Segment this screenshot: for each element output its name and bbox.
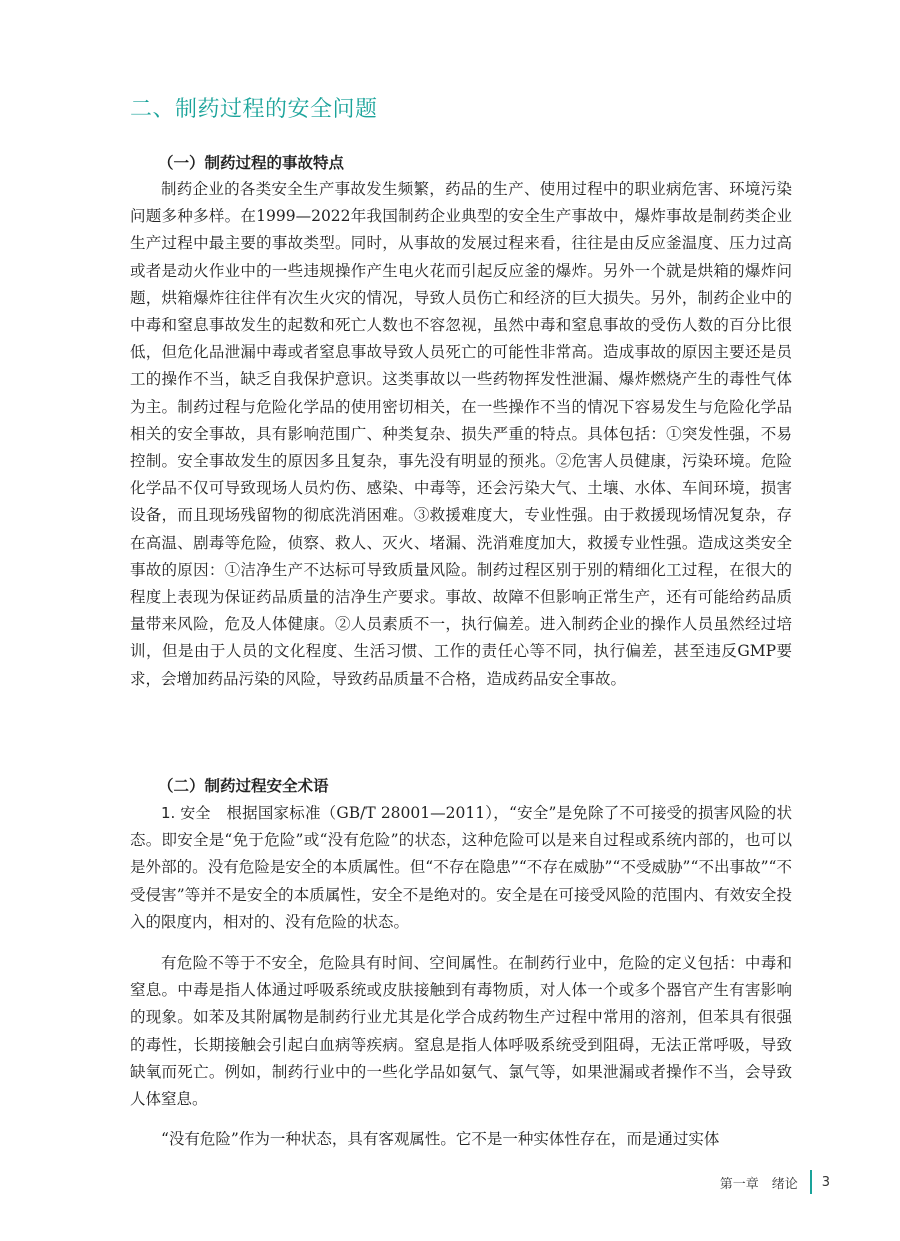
- subsection-heading-safety-terms: （二）制药过程安全术语: [158, 777, 329, 795]
- chapter-label: 第一章 绪论: [719, 1176, 798, 1192]
- paragraph-danger-definition: 有危险不等于不安全，危险具有时间、空间属性。在制药行业中，危险的定义包括：中毒和窒息。中毒是指人体通过呼吸系统或皮肤接触到有毒物质，对人体一个或多个器官产生有害影响的现象。如苯及其附属物是制药行业尤其是化学合成药物生产过程中常用的溶剂，但苯具有很强的毒性，长期接触会引起白血病等疾病。窒息是指人体呼吸系统受到阻碍，无法正常呼吸，导致缺氧而死亡。例如，制药行业中的一些化学品如氨气、氯气等，如果泄漏或者操作不当，会导致人体窒息。: [130, 954, 792, 1109]
- term-safety-text: 根据国家标准（GB/T 28001—2011），“安全”是免除了不可接受的损害风险的状态。即安全是“免于危险”或“没有危险”的状态，这种危险可以是来自过程或系统内部的，也可以是外部的。没有危险是安全的本质属性。但“不存在隐患”“不存在威胁”“不受威胁”“不出事故”“不受侵害”等并不是安全的本质属性，安全不是绝对的。安全是在可接受风险的范围内、有效安全投入的限度内，相对的、没有危险的状态。: [130, 804, 792, 931]
- section-title: 二、制药过程的安全问题: [130, 97, 378, 122]
- paragraph-term-safety: [130, 800, 792, 936]
- term-safety-label: 1. 安全: [161, 804, 211, 822]
- paragraph-no-danger: “没有危险”作为一种状态，具有客观属性。它不是一种实体性存在，而是通过实体: [161, 1130, 720, 1148]
- page-footer: [720, 1170, 830, 1194]
- footer-divider: [810, 1170, 812, 1194]
- page-number: 3: [821, 1174, 830, 1190]
- subsection-heading-accident-features: （一）制药过程的事故特点: [158, 154, 345, 172]
- paragraph-accident-features: 制药企业的各类安全生产事故发生频繁，药品的生产、使用过程中的职业病危害、环境污染问题多种多样。在1999—2022年我国制药企业典型的安全生产事故中，爆炸事故是制药类企业生产过程中最主要的事故类型。同时，从事故的发展过程来看，往往是由反应釜温度、压力过高或者是动火作业中的一些违规操作产生电火花而引起反应釜的爆炸。另外一个就是烘箱的爆炸问题，烘箱爆炸往往伴有次生火灾的情况，导致人员伤亡和经济的巨大损失。另外，制药企业中的中毒和窒息事故发生的起数和死亡人数也不容忽视，虽然中毒和窒息事故的受伤人数的百分比很低，但危化品泄漏中毒或者窒息事故导致人员死亡的可能性非常高。造成事故的原因主要还是员工的操作不当，缺乏自我保护意识。这类事故以一些药物挥发性泄漏、爆炸燃烧产生的毒性气体为主。制药过程与危险化学品的使用密切相关，在一些操作不当的情况下容易发生与危险化学品相关的安全事故，具有影响范围广、种类复杂、损失严重的特点。具体包括：①突发性强，不易控制。安全事故发生的原因多且复杂，事先没有明显的预兆。②危害人员健康，污染环境。危险化学品不仅可导致现场人员灼伤、感染、中毒等，还会污染大气、土壤、水体、车间环境，损害设备，而且现场残留物的彻底洗消困难。③救援难度大，专业性强。由于救援现场情况复杂，存在高温、剧毒等危险，侦察、救人、灭火、堵漏、洗消难度加大，救援专业性强。造成这类安全事故的原因：①洁净生产不达标可导致质量风险。制药过程区别于别的精细化工过程，在很大的程度上表现为保证药品质量的洁净生产要求。事故、故障不但影响正常生产，还有可能给药品质量带来风险，危及人体健康。②人员素质不一，执行偏差。进入制药企业的操作人员虽然经过培训，但是由于人员的文化程度、生活习惯、工作的责任心等不同，执行偏差，甚至违反GMP要求，会增加药品污染的风险，导致药品质量不合格，造成药品安全事故。: [130, 180, 792, 688]
